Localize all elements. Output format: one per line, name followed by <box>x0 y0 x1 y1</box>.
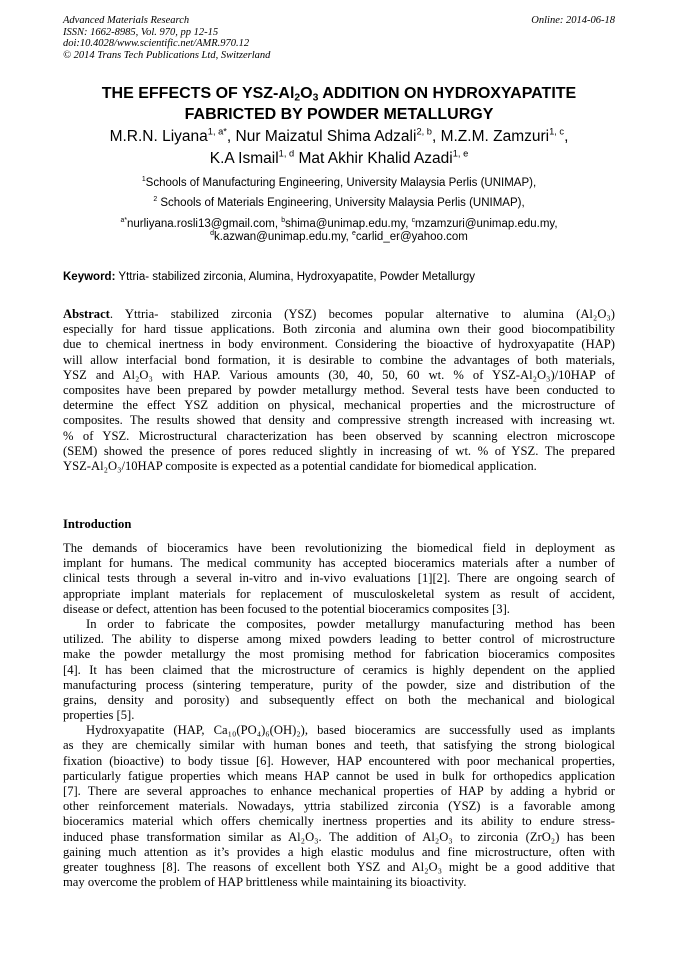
paragraph-line: [4]. It has been claimed that the microstructure of ceramics is highly dependent on the applied <box>63 662 615 677</box>
keywords-label: Keyword: <box>63 271 116 283</box>
email-line-2: $^d$k.azwan@unimap.edu.my, $^e$carlid_er@yahoo.com <box>210 230 468 243</box>
author: Mat Akhir Khalid Azadi$^{1, e}$ <box>298 148 469 167</box>
paper-title <box>63 83 615 125</box>
issn-line: ISSN: 1662-8985, Vol. 970, pp 12-15 <box>63 26 219 38</box>
paragraph-line: utilized. The ability to disperse among mixed powders leading to better control of microstructure <box>63 632 615 647</box>
paragraph-line: as they are chemically similar with human bones and teeth, that satisfying the strong biological <box>63 738 615 753</box>
author-line-1 <box>63 126 615 148</box>
section-heading-introduction: Introduction <box>63 517 132 531</box>
paragraph-line: fixation (bioactive) to body tissue [6]. However, HAP encountered with poor mechanical properties, <box>63 753 615 768</box>
affiliation-2: $^2$ Schools of Materials Engineering, University Malaysia Perlis (UNIMAP), <box>153 196 525 209</box>
title-line-2: FABRICTED BY POWDER METALLURGY <box>184 106 494 123</box>
abstract-line: YSZ and Al₂O₃ with HAP. Various amounts (30, 40, 50, 60 wt. % of YSZ-Al₂O₃)/10HAP of <box>63 367 615 382</box>
abstract-line: Abstract. Yttria- stabilized zirconia (YSZ) becomes popular alternative to alumina (Al₂O₃) <box>63 307 615 321</box>
paragraph-line: grains, density and porosity) and subsequently effect on both the mechanical and biological <box>63 692 615 707</box>
author: K.A Ismail$^{1, d}$ <box>209 148 295 167</box>
email-line-1: $^{a*}$nurliyana.rosli13@gmail.com, $^b$shima@unimap.edu.my, $^c$mzamzuri@unimap.edu.my, <box>120 217 558 230</box>
abstract-line: due to chemical inertness in body environment. Considering the bioactive of hydroxyapatite (HAP) <box>63 337 615 352</box>
abstract-line: (SEM) showed the presence of pores reduced slightly in increasing of wt. % of YSZ. The prepared <box>63 443 615 458</box>
email-link[interactable]: k.azwan@unimap.edu.my <box>213 231 346 243</box>
author: M.R.N. Liyana$^{1, a*}$, <box>109 126 236 145</box>
paragraph-line: The demands of bioceramics have been revolutionizing the biomedical field in deployment as <box>63 541 615 555</box>
paragraph-line: Hydroxyapatite (HAP, Ca₁₀(PO₄)₆(OH)₂), based bioceramics are successfully used as implants <box>86 723 615 738</box>
abstract-line: especially for hard tissue applications. Both zirconia and alumina own their good biocompatibility <box>63 322 615 337</box>
abstract-line: YSZ-Al₂O₃/10HAP composite is expected as a potential candidate for biomedical application. <box>63 458 537 473</box>
copyright-line: © 2014 Trans Tech Publications Ltd, Switzerland <box>63 49 271 61</box>
author: Nur Maizatul Shima Adzali$^{2, b}$, <box>235 126 441 145</box>
paragraph-line: bioceramics material which offers chemically inertness properties and its ability to endure stress- <box>63 814 615 829</box>
abstract-line: composites. The results showed that density and compressive strength increased with increasing wt. <box>63 413 615 428</box>
paragraph-line: other reinforcement materials. Nowadays, yttria stabilized zirconia (YSZ) is a favorable among <box>63 799 615 814</box>
abstract-label: Abstract <box>63 307 110 321</box>
email-link[interactable]: carlid_er@yahoo.com <box>355 231 468 243</box>
journal-name: Advanced Materials Research <box>63 15 190 26</box>
email-list <box>63 218 615 244</box>
email-link[interactable]: nurliyana.rosli13@gmail.com <box>127 218 275 230</box>
keywords-text: Yttria- stabilized zirconia, Alumina, Hydroxyapatite, Powder Metallurgy <box>115 271 476 283</box>
author-line-2 <box>63 148 615 170</box>
doi-line[interactable]: doi:10.4028/www.scientific.net/AMR.970.12 <box>63 38 250 49</box>
paragraph-line: gaining much attention as it’s provides a high elastic modulus and fine microstructure, often with <box>63 844 615 859</box>
paragraph-line: properties [5]. <box>63 708 135 723</box>
paragraph-line: implant for humans. The medical community has accepted bioceramics materials after a number of <box>63 556 615 571</box>
paragraph-line: greater toughness [8]. The reasons of excellent both YSZ and Al₂O₃ might be a good additive that <box>63 859 615 874</box>
online-date: Online: 2014-06-18 <box>531 15 615 26</box>
paragraph-line: particularly fatigue properties which means HAP cannot be used in bulk for orthopedics application <box>63 768 615 783</box>
title-line-1: THE EFFECTS OF YSZ-$Al_2O_3$ ADDITION ON HYDROXYAPATITE <box>101 85 577 104</box>
abstract-line: will allow interfacial bond formation, it is desirable to combine the advantages of both materials, <box>63 352 615 367</box>
paragraph-line: induced phase transformation similar as Al₂O₃. The addition of Al₂O₃ to zirconia (ZrO₂) has been <box>63 829 615 844</box>
paragraph-line: appropriate implant materials for replacement of musculoskeletal system as result of accident, <box>63 586 615 601</box>
abstract-line: composites have been prepared by powder metallurgy method. Several tests have been conducted to <box>63 382 615 397</box>
journal-header <box>63 15 270 61</box>
paragraph-line: [7]. There are several approaches to enhance mechanical properties of HAP by adding a hybrid or <box>63 784 615 798</box>
introduction-body <box>63 541 615 890</box>
paragraph-line: disease or defect, attention has been focused to the potential bioceramics composites [3]. <box>63 601 510 616</box>
abstract-line: determine the effect YSZ addition on physical, mechanical properties and the microstructure of <box>63 398 615 413</box>
email-link[interactable]: shima@unimap.edu.my <box>285 218 406 230</box>
paragraph-line: In order to fabricate the composites, powder metallurgy manufacturing method has been <box>86 616 615 631</box>
paragraph-line: clinical tests through a several in-vitro and in-vivo evaluations [1][2]. There are ongoing search of <box>63 571 615 586</box>
keywords <box>63 270 615 284</box>
paragraph-line: may overcome the problem of HAP brittleness while maintaining its bioactivity. <box>63 875 467 890</box>
author: M.Z.M. Zamzuri$^{1, c}$, <box>440 126 569 145</box>
abstract <box>63 307 615 474</box>
paragraph-line: make the powder metallurgy the most promising method for fabrication bioceramics composites <box>63 647 615 662</box>
author-list <box>63 126 615 170</box>
affiliation-1: $^1$Schools of Manufacturing Engineering, University Malaysia Perlis (UNIMAP), <box>141 176 537 189</box>
abstract-line: % of YSZ. Microstructural characterization has been observed by scanning electron microscope <box>63 428 615 443</box>
paragraph-line: manufacturing process (sintering temperature, purity of the powder, size and distribution of the <box>63 677 615 692</box>
email-link[interactable]: mzamzuri@unimap.edu.my <box>415 218 555 230</box>
